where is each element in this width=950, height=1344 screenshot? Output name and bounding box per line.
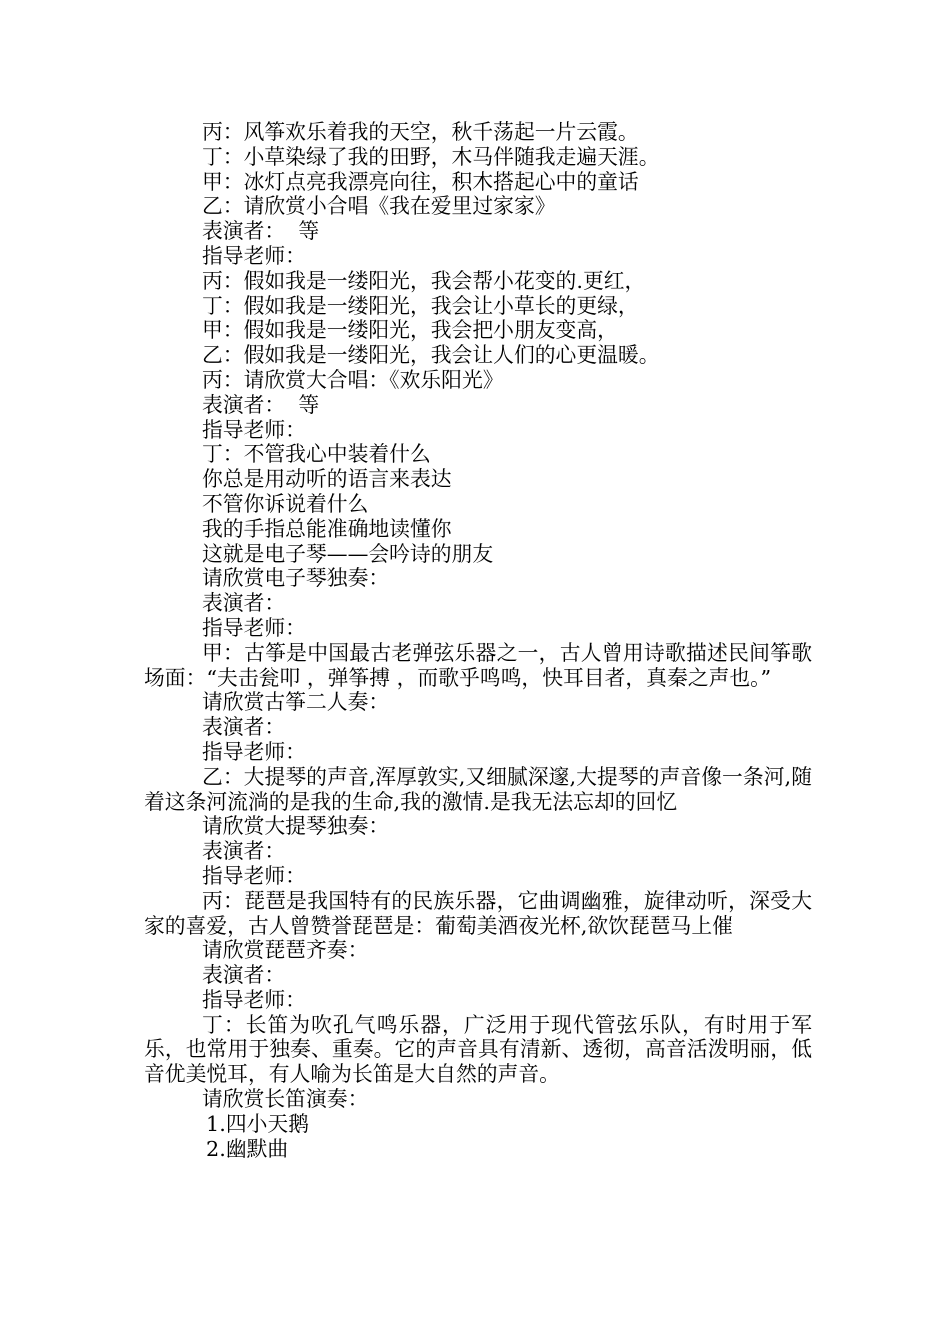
text-line: 甲：假如我是一缕阳光，我会把小朋友变高， — [202, 318, 618, 343]
text-line: 表演者： — [202, 963, 286, 988]
text-line: 指导老师： — [202, 615, 306, 640]
list-item: 2.幽默曲 — [206, 1136, 289, 1161]
paragraph-cello: 乙：大提琴的声音,浑厚敦实,又细腻深邃,大提琴的声音像一条河,随着这条河流淌的是我的生命,我的激情.是我无法忘却的回忆 — [144, 764, 812, 814]
text-line: 不管你诉说着什么 — [202, 491, 369, 516]
text-line: 表演者： 等 — [202, 219, 320, 244]
text-line: 请欣赏大提琴独奏： — [202, 814, 390, 839]
text-line: 指导老师： — [202, 863, 306, 888]
text-line: 请欣赏长笛演奏： — [202, 1087, 369, 1112]
text-line: 你总是用动听的语言来表达 — [202, 467, 452, 492]
text-line: 乙：假如我是一缕阳光，我会让人们的心更温暖。 — [202, 343, 660, 368]
text-line: 这就是电子琴——会吟诗的朋友 — [202, 541, 494, 566]
text-line: 指导老师： — [202, 243, 306, 268]
document-page — [144, 120, 812, 1161]
text-line: 丙：请欣赏大合唱：《欢乐阳光》 — [202, 367, 504, 392]
paragraph-guzheng: 甲：古筝是中国最古老弹弦乐器之一，古人曾用诗歌描述民间筝歌场面：“夫击瓮叩 ，弹筝搏 ，而歌乎鸣鸣，快耳目者，真秦之声也。” — [144, 640, 812, 690]
text-line: 表演者： — [202, 715, 286, 740]
text-line: 表演者： 等 — [202, 392, 320, 417]
text-line: 丙：风筝欢乐着我的天空，秋千荡起一片云霞。 — [202, 120, 639, 144]
text-line: 指导老师： — [202, 739, 306, 764]
paragraph-pipa: 丙：琵琶是我国特有的民族乐器，它曲调幽雅，旋律动听，深受大家的喜爱，古人曾赞誉琵琶是：葡萄美酒夜光杯,欲饮琵琶马上催 — [144, 888, 812, 938]
text-line: 指导老师： — [202, 987, 306, 1012]
text-line: 丁：假如我是一缕阳光，我会让小草长的更绿， — [202, 293, 639, 318]
paragraph-flute: 丁：长笛为吹孔气鸣乐器，广泛用于现代管弦乐队，有时用于军乐，也常用于独奏、重奏。它的声音具有清新、透彻，高音活泼明丽，低音优美悦耳，有人喻为长笛是大自然的声音。 — [144, 1012, 812, 1087]
text-line: 指导老师： — [202, 417, 306, 442]
text-line: 甲：冰灯点亮我漂亮向往，积木搭起心中的童话 — [202, 169, 639, 194]
text-line: 请欣赏电子琴独奏： — [202, 566, 390, 591]
text-line: 丁：小草染绿了我的田野，木马伴随我走遍天涯。 — [202, 144, 660, 169]
text-line: 丁：不管我心中装着什么 — [202, 442, 431, 467]
text-line: 丙：假如我是一缕阳光，我会帮小花变的.更红， — [202, 268, 646, 293]
text-line: 表演者： — [202, 591, 286, 616]
text-line: 请欣赏琵琶齐奏： — [202, 938, 369, 963]
text-line: 表演者： — [202, 839, 286, 864]
list-item: 1.四小天鹅 — [206, 1111, 310, 1136]
text-line: 乙：请欣赏小合唱《我在爱里过家家》 — [202, 194, 556, 219]
text-line: 请欣赏古筝二人奏： — [202, 690, 390, 715]
text-line: 我的手指总能准确地读懂你 — [202, 516, 452, 541]
